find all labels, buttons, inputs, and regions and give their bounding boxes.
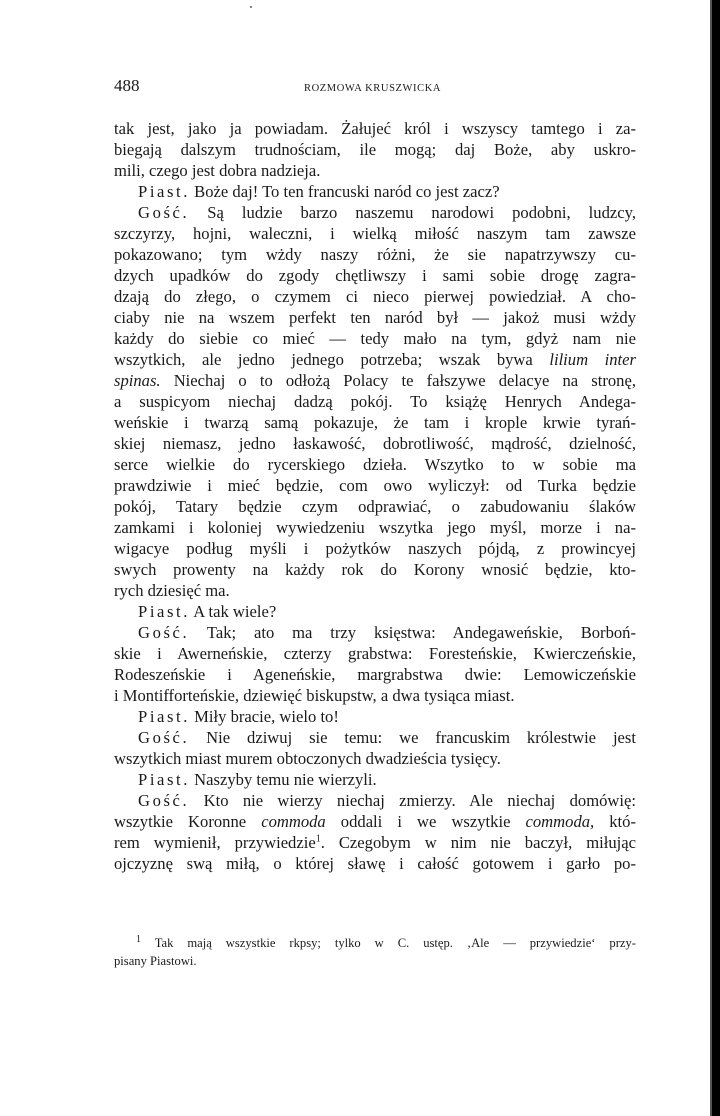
text-line: swych prowenty na każdy rok do Korony wnosić będzie, kto- <box>114 560 636 579</box>
text-line: ojczyznę swą miłą, o której sławę i całość gotowem i garło po- <box>114 854 636 873</box>
text-line: serce wielkie do rycerskiego dzieła. Wszytko to w sobie ma <box>114 455 636 474</box>
text-line <box>114 370 636 391</box>
dialogue-text: Tak; ato ma trzy księstwa: Andegaweńskie, Borboń- <box>189 623 636 642</box>
running-title: ROZMOWA KRUSZWICKA <box>304 83 442 94</box>
text-line: skiej niemasz, jedno łaskawość, dobrotliwość, mądrość, dzielność, <box>114 434 636 453</box>
text-span: oddali i we wszytkie <box>325 812 526 831</box>
scan-speck <box>250 6 252 8</box>
italic-phrase: commoda, <box>525 812 595 831</box>
body-text <box>114 118 636 874</box>
text-line: rych dziesięć ma. <box>114 581 230 600</box>
dialogue-line <box>114 601 636 622</box>
text-line: pokazowano; tym wżdy naszy różni, że sie napatrzywszy cu- <box>114 245 636 264</box>
speaker-label: Gość. <box>138 791 190 810</box>
speaker-label: Piast. <box>138 770 191 789</box>
dialogue-text: Kto nie wierzy niechaj zmierzy. Ale niechaj domówię: <box>189 791 636 810</box>
page-number: 488 <box>114 76 140 95</box>
dialogue-text: Naszyby temu nie wierzyli. <box>190 770 377 789</box>
footnote <box>114 934 636 970</box>
dialogue-text: Są ludzie barzo naszemu narodowi podobni, ludzcy, <box>189 203 636 222</box>
text-span: . Czegobym w nim nie baczył, miłując <box>320 833 636 852</box>
text-line: dzają do złego, o czymem ci nieco pierwej powiedział. A cho- <box>114 287 636 306</box>
dialogue-line <box>114 727 636 748</box>
text-line: i Montifforteńskie, dziewięć biskupstw, a dwa tysiąca miast. <box>114 686 515 705</box>
dialogue-line <box>114 790 636 811</box>
footnote-text: Tak mają wszystkie rkpsy; tylko w C. ustęp. ‚Ale — przywiedzie‘ przy- <box>141 936 636 950</box>
italic-phrase: spinas. <box>114 371 161 390</box>
text-line: szczyrzy, hojni, waleczni, i wielką miłość naszym tam zawsze <box>114 224 636 243</box>
page-header <box>114 76 634 100</box>
text-line: wszytkich miast murem obtoczonych dwadzieścia tysięcy. <box>114 749 501 768</box>
text-line: weńskie i twarzą samą pokazuje, że tam i krople krwie tyrań- <box>114 413 636 432</box>
text-line: skie i Awerneńskie, czterzy grabstwa: Foresteńskie, Kwierczeńskie, <box>114 644 636 663</box>
footnote-reference: 1 <box>315 833 321 845</box>
dialogue-line <box>114 181 636 202</box>
text-line: ciaby nie na wszem perfekt ten naród był — jakoż musi wżdy <box>114 308 636 327</box>
footnote-line <box>114 934 636 952</box>
text-line <box>114 832 636 853</box>
text-line: prawdziwie i mieć będzie, com owo wyliczył: od Turka będzie <box>114 476 636 495</box>
speaker-label: Gość. <box>138 728 190 747</box>
text-span: wszytkich, ale jedno jednego potrzeba; wszak bywa <box>114 350 550 369</box>
dialogue-text: A tak wiele? <box>190 602 277 621</box>
text-line: zamkami i koloniej wywiedzeniu wszytka jego myśl, morze i na- <box>114 518 636 537</box>
dialogue-text: Boże daj! To ten francuski naród co jest zacz? <box>190 182 500 201</box>
text-line <box>114 811 636 832</box>
speaker-label: Piast. <box>138 602 191 621</box>
text-line: a suspicyom niechaj dadzą pokój. To książę Henrych Andega- <box>114 392 636 411</box>
dialogue-text: Nie dziwuj sie temu: we francuskim królestwie jest <box>189 728 636 747</box>
text-line: każdy do siebie co mieć — tedy mało na tym, gdyż nam nie <box>114 329 636 348</box>
text-line: tak jest, jako ja powiadam. Żałujeć król i wszyscy tamtego i za- <box>114 119 636 138</box>
text-line <box>114 349 636 370</box>
text-line: mili, czego jest dobra nadzieja. <box>114 161 321 180</box>
text-span: Niechaj o to odłożą Polacy te fałszywe delacye na stronę, <box>160 371 636 390</box>
dialogue-line <box>114 706 636 727</box>
footnote-line: pisany Piastowi. <box>114 954 197 968</box>
speaker-label: Piast. <box>138 182 191 201</box>
italic-phrase: commoda <box>261 812 326 831</box>
dialogue-line <box>114 202 636 223</box>
speaker-label: Gość. <box>138 203 190 222</box>
speaker-label: Piast. <box>138 707 191 726</box>
speaker-label: Gość. <box>138 623 190 642</box>
text-span: rem wymienił, przywiedzie <box>114 833 316 852</box>
text-line: pokój, Tatary będzie czym odprawiać, o zabudowaniu ślaków <box>114 497 636 516</box>
text-line: dzych upadków do zgody chętliwszy i sami sobie drogę zagra- <box>114 266 636 285</box>
scan-edge <box>712 0 720 1116</box>
text-line: Rodeszeńskie i Ageneńskie, margrabstwa dwie: Lemowiczeńskie <box>114 665 636 684</box>
text-line: wigacye podług myśli i pożytków naszych pójdą, z prowincyej <box>114 539 636 558</box>
dialogue-line <box>114 769 636 790</box>
text-span: wszytkie Koronne <box>114 812 262 831</box>
italic-phrase: lilium inter <box>549 350 636 369</box>
dialogue-text: Miły bracie, wielo to! <box>190 707 339 726</box>
text-line: biegają dalszym trudnościam, ile mogą; daj Boże, aby uskro- <box>114 140 636 159</box>
dialogue-line <box>114 622 636 643</box>
footnote-marker: 1 <box>136 933 141 945</box>
text-span: któ- <box>594 812 636 831</box>
